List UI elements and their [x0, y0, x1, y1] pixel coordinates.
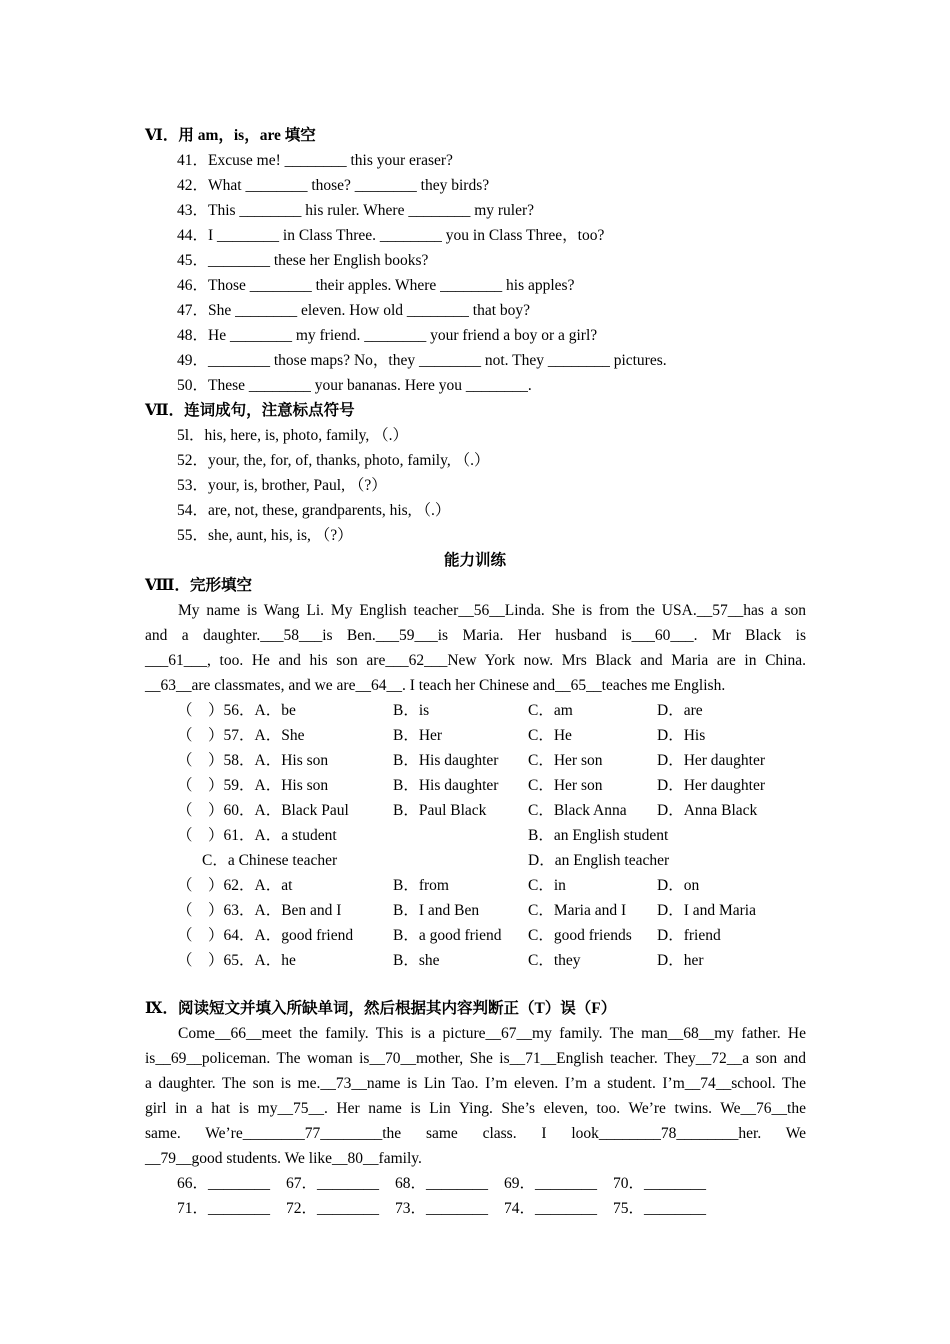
choice-61-a: （ ）61．A．a student	[177, 827, 337, 844]
question-46: 46．Those ________ their apples. Where ________ his apples?	[177, 277, 575, 294]
question-48: 48．He ________ my friend. ________ your friend a boy or a girl?	[177, 327, 598, 344]
choice-option: C．Her son	[528, 752, 603, 769]
choice-option: D．Her daughter	[657, 777, 766, 794]
choice-option: B．I and Ben	[393, 902, 480, 919]
choice-option: D．are	[657, 702, 703, 719]
choice-option: B．a good friend	[393, 927, 502, 944]
choice-option: （ ）64．A．good friend	[177, 927, 354, 944]
choice-option: （ ）62．A．at	[177, 877, 293, 894]
choice-option: B．she	[393, 952, 440, 969]
answer-blank: 70．________	[613, 1175, 707, 1192]
choice-option: B．from	[393, 877, 449, 894]
cloze-passage-line: and a daughter.___58___is Ben.___59___is Maria. Her husband is___60___. Mr Black is	[145, 627, 806, 644]
reading-passage-line: __79__good students. We like__80__family.	[145, 1150, 422, 1167]
answer-blank: 66．________	[177, 1175, 271, 1192]
answer-blank: 69．________	[504, 1175, 598, 1192]
reading-passage-line: a daughter. The son is me.__73__name is Lin Tao. I’m eleven. I’m a student. I’m__74__school. The	[145, 1075, 806, 1092]
section-8-heading: Ⅷ．完形填空	[145, 577, 252, 594]
choice-option: （ ）57．A．She	[177, 727, 305, 744]
question-51: 5l．his, here, is, photo, family, （.）	[177, 427, 409, 444]
section-7-heading: Ⅶ．连词成句，注意标点符号	[145, 402, 355, 419]
choice-option: B．Her	[393, 727, 443, 744]
choice-option: （ ）59．A．His son	[177, 777, 329, 794]
answer-blank: 67．________	[286, 1175, 380, 1192]
question-49: 49．________ those maps? No，they ________ not. They ________ pictures.	[177, 352, 667, 369]
choice-option: D．her	[657, 952, 704, 969]
reading-passage-line: girl in a hat is my__75__. Her name is Lin Ying. She’s eleven, too. We’re twins. We__76__the	[145, 1100, 806, 1117]
answer-blank: 73．________	[395, 1200, 489, 1217]
reading-passage-line: Come__66__meet the family. This is a picture__67__my family. The man__68__my father. He	[178, 1025, 806, 1042]
question-54: 54．are, not, these, grandparents, his, （.）	[177, 502, 451, 519]
choice-option: D．Her daughter	[657, 752, 766, 769]
choice-option: C．Black Anna	[528, 802, 627, 819]
cloze-passage-line: My name is Wang Li. My English teacher__56__Linda. She is from the USA.__57__has a son	[178, 602, 806, 619]
question-53: 53．your, is, brother, Paul, （?）	[177, 477, 387, 494]
choice-option: C．good friends	[528, 927, 632, 944]
choice-option: D．Anna Black	[657, 802, 758, 819]
choice-option: （ ）65．A．he	[177, 952, 296, 969]
choice-option: C．in	[528, 877, 566, 894]
choice-option: B．Paul Black	[393, 802, 487, 819]
question-44: 44．I ________ in Class Three. ________ you in Class Three，too?	[177, 227, 605, 244]
section-9-heading: Ⅸ．阅读短文并填入所缺单词，然后根据其内容判断正（T）误（F）	[145, 1000, 617, 1017]
choice-option: C．they	[528, 952, 581, 969]
question-43: 43．This ________ his ruler. Where ________ my ruler?	[177, 202, 535, 219]
reading-passage-line: is__69__policeman. The woman is__70__mother, She is__71__English teacher. They__72__a son and	[145, 1050, 806, 1067]
choice-61-d: D．an English teacher	[528, 852, 670, 869]
choice-option: B．His daughter	[393, 752, 499, 769]
choice-option: （ ）63．A．Ben and I	[177, 902, 342, 919]
choice-option: C．He	[528, 727, 572, 744]
choice-option: D．I and Maria	[657, 902, 756, 919]
choice-61-c: C．a Chinese teacher	[202, 852, 338, 869]
choice-option: C．Her son	[528, 777, 603, 794]
answer-blank: 74．________	[504, 1200, 598, 1217]
answer-blank: 68．________	[395, 1175, 489, 1192]
choice-option: C．am	[528, 702, 573, 719]
question-55: 55．she, aunt, his, is, （?）	[177, 527, 353, 544]
choice-option: C．Maria and I	[528, 902, 627, 919]
ability-training-title: 能力训练	[443, 552, 506, 569]
choice-option: B．His daughter	[393, 777, 499, 794]
choice-61-b: B．an English student	[528, 827, 669, 844]
answer-blank: 72．________	[286, 1200, 380, 1217]
question-41: 41．Excuse me! ________ this your eraser?	[177, 152, 453, 169]
choice-option: D．friend	[657, 927, 721, 944]
choice-option: D．on	[657, 877, 700, 894]
reading-passage-line: same. We’re________77________the same class. I look________78________her. We	[145, 1125, 806, 1142]
cloze-passage-line: ___61___, too. He and his son are___62___New York now. Mrs Black and Maria are in China.	[145, 652, 806, 669]
question-42: 42．What ________ those? ________ they birds?	[177, 177, 490, 194]
choice-option: （ ）56．A．be	[177, 702, 296, 719]
choice-option: B．is	[393, 702, 430, 719]
answer-blank: 75．________	[613, 1200, 707, 1217]
question-52: 52．your, the, for, of, thanks, photo, family, （.）	[177, 452, 490, 469]
section-6-heading: Ⅵ．用 am，is，are 填空	[145, 127, 316, 144]
choice-option: （ ）60．A．Black Paul	[177, 802, 349, 819]
cloze-passage-line: __63__are classmates, and we are__64__. I teach her Chinese and__65__teaches me English.	[145, 677, 726, 694]
question-50: 50．These ________ your bananas. Here you ________.	[177, 377, 532, 394]
question-47: 47．She ________ eleven. How old ________ that boy?	[177, 302, 531, 319]
question-45: 45．________ these her English books?	[177, 252, 429, 269]
choice-option: D．His	[657, 727, 706, 744]
answer-blank: 71．________	[177, 1200, 271, 1217]
choice-option: （ ）58．A．His son	[177, 752, 329, 769]
